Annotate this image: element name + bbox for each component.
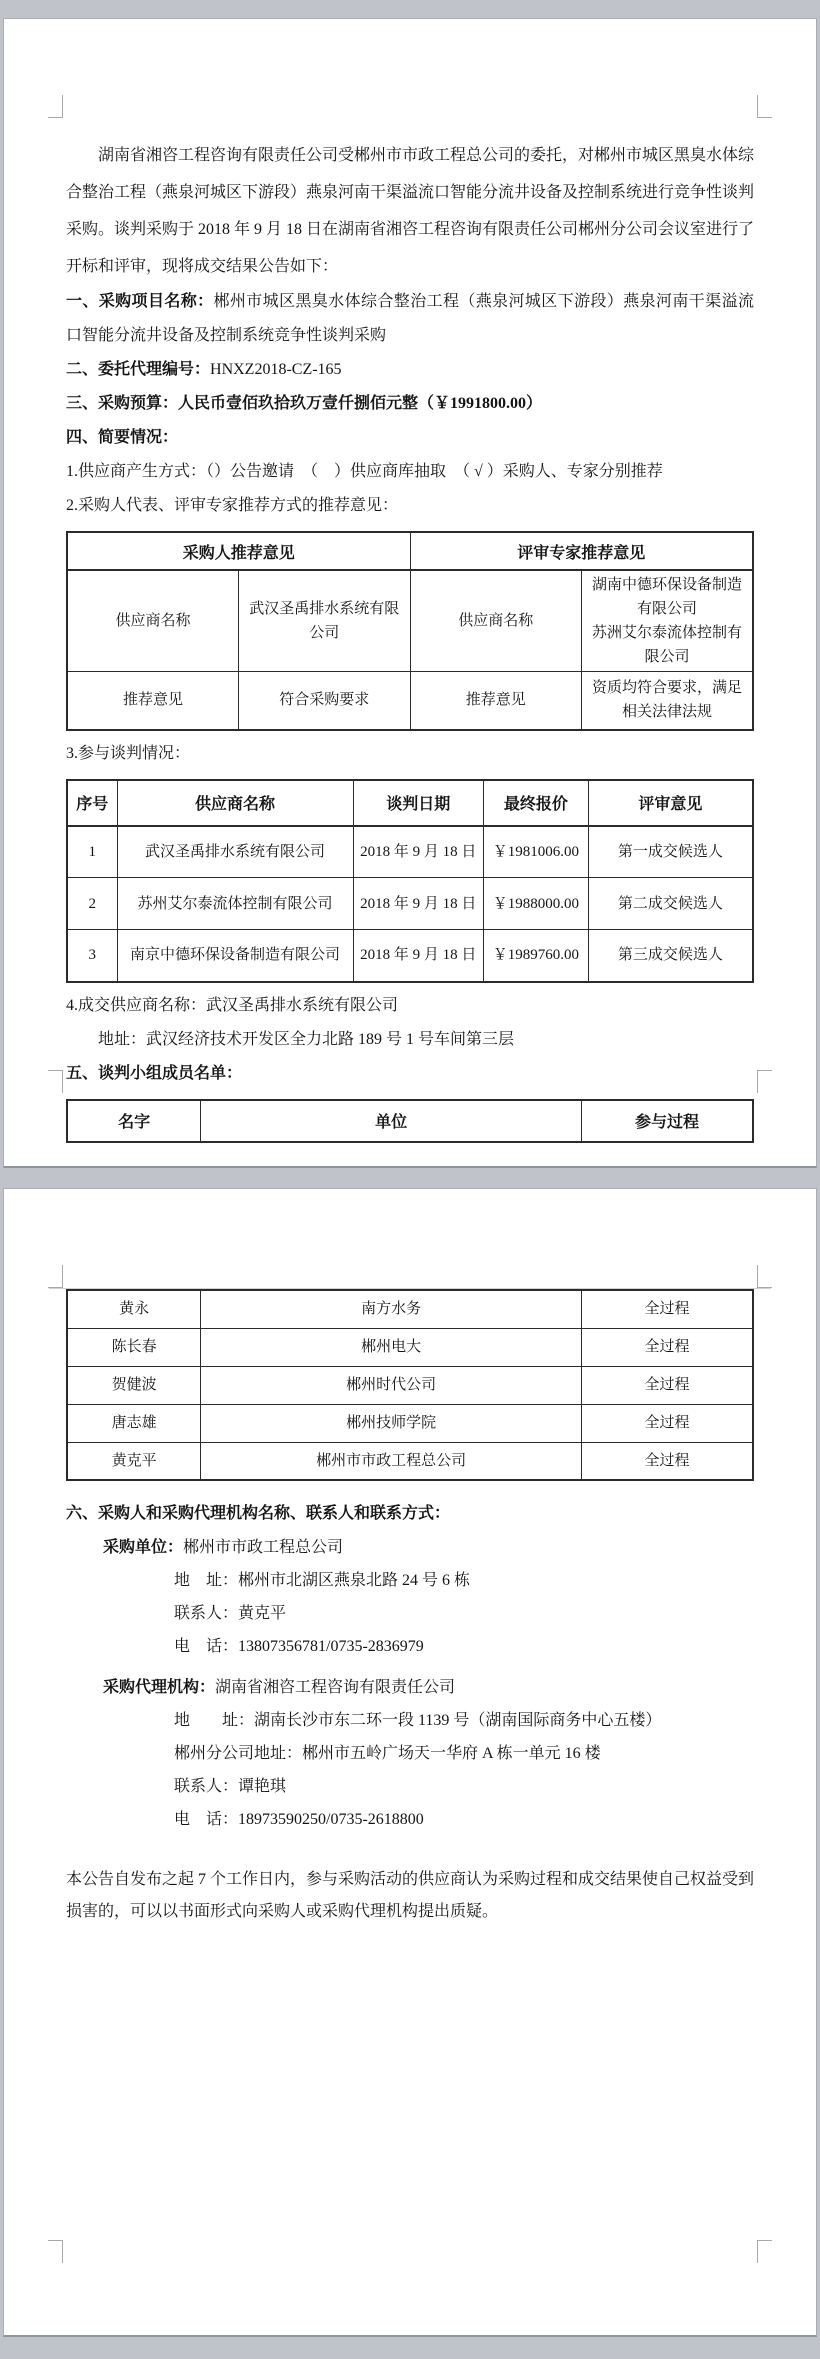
- cell-date: 2018 年 9 月 18 日: [353, 878, 483, 930]
- header-negotiation-date: 谈判日期: [353, 780, 483, 826]
- header-participation: 参与过程: [581, 1100, 753, 1142]
- agency-address: 地 址：湖南长沙市东二环一段 1139 号（湖南国际商务中心五楼）: [174, 1712, 662, 1729]
- supplier-right-line-1: 湖南中德环保设备制造有限公司: [591, 577, 742, 617]
- cell-opinion: 第二成交候选人: [588, 878, 753, 930]
- sub-item-1-supplier-source: 1.供应商产生方式：（）公告邀请 （ ）供应商库抽取 （ √ ）采购人、专家分别推荐: [66, 463, 663, 480]
- purchaser-name: 郴州市市政工程总公司: [183, 1539, 344, 1556]
- panel-table-header-row: [67, 1100, 753, 1142]
- agency-phone: 电 话：18973590250/0735-2618800: [174, 1811, 424, 1828]
- margin-mark-bottom-right: [757, 2240, 772, 2263]
- agency-block: [66, 1671, 754, 1836]
- cell-member-org: 郴州电大: [201, 1328, 582, 1366]
- cell-member-org: 郴州时代公司: [201, 1366, 582, 1404]
- cell-opinion: 第三成交候选人: [588, 930, 753, 982]
- agency-name: 湖南省湘咨工程咨询有限责任公司: [215, 1679, 456, 1696]
- cell-member-org: 南方水务: [201, 1290, 582, 1328]
- cell-member-participation: 全过程: [581, 1404, 753, 1442]
- negotiation-table-header-row: [67, 780, 753, 826]
- cell-opinion: 第一成交候选人: [588, 826, 753, 878]
- margin-mark-bottom-right: [757, 1070, 772, 1093]
- section-2-label: 二、委托代理编号：: [66, 361, 211, 378]
- section-5-panel-list: [66, 1057, 754, 1091]
- section-3-text: 人民币壹佰玖拾玖万壹仟捌佰元整（￥1991800.00）: [178, 395, 543, 412]
- cell-supplier-name-label-right: 供应商名称: [410, 570, 582, 672]
- cell-member-name: 唐志雄: [67, 1404, 201, 1442]
- margin-mark-top-left: [48, 95, 63, 118]
- cell-supplier: 武汉圣禹排水系统有限公司: [117, 826, 353, 878]
- agency-name-line: [66, 1671, 754, 1704]
- section-3-budget: [66, 387, 754, 421]
- cell-supplier-names-right: [582, 570, 754, 672]
- cell-member-name: 黄克平: [67, 1442, 201, 1480]
- margin-mark-bottom-left: [48, 2240, 63, 2263]
- table-row: [67, 1366, 753, 1404]
- sub-item-3-negotiation: 3.参与谈判情况：: [66, 744, 191, 762]
- table-row: [67, 570, 753, 672]
- table-row: [67, 1328, 753, 1366]
- cell-opinion-label-right: 推荐意见: [410, 672, 582, 730]
- cell-seq: 3: [67, 930, 117, 982]
- table-row: [67, 1404, 753, 1442]
- panel-table-header: [66, 1099, 754, 1143]
- cell-seq: 2: [67, 878, 117, 930]
- cell-supplier-name-label-left: 供应商名称: [67, 570, 239, 672]
- section-1-text: 郴州市城区黑臭水体综合整治工程（燕泉河城区下游段）燕泉河南干渠溢流口智能分流井设备及控制系统竞争性谈判采购: [66, 293, 754, 344]
- intro-paragraph: 湖南省湘咨工程咨询有限责任公司受郴州市市政工程总公司的委托，对郴州市城区黑臭水体综合整治工程（燕泉河城区下游段）燕泉河南干渠溢流口智能分流井设备及控制系统进行竞争性谈判采购。谈判采购于 2018 年 9 月 18 日在湖南省湘咨工程咨询有限责任公司郴州分公司会议室进行了开标和评审，现将成交结果公告如下：: [66, 147, 755, 275]
- cell-member-org: 郴州技师学院: [201, 1404, 582, 1442]
- text-boundary-line: [49, 1288, 771, 1289]
- cell-price: ￥1981006.00: [483, 826, 588, 878]
- header-seq: 序号: [67, 780, 117, 826]
- header-name: 名字: [67, 1100, 201, 1142]
- table-row: [67, 1290, 753, 1328]
- section-2-text: HNXZ2018-CZ-165: [210, 361, 342, 378]
- sub-item-2-recommendation: 2.采购人代表、评审专家推荐方式的推荐意见：: [66, 497, 399, 514]
- cell-supplier-name-left: 武汉圣禹排水系统有限公司: [239, 570, 411, 672]
- agency-label: 采购代理机构：: [103, 1679, 216, 1696]
- table-row: [67, 672, 753, 730]
- section-3-label: 三、采购预算：: [66, 395, 179, 412]
- agency-contact-person: 联系人：谭艳琪: [174, 1778, 287, 1795]
- recommendation-table-header-row: [67, 532, 753, 570]
- margin-mark-top-left: [48, 1265, 63, 1288]
- cell-price: ￥1989760.00: [483, 930, 588, 982]
- cell-seq: 1: [67, 826, 117, 878]
- purchaser-contact-person: 联系人：黄克平: [174, 1605, 287, 1622]
- recommendation-table: [66, 531, 754, 731]
- margin-mark-bottom-left: [48, 1070, 63, 1093]
- winning-supplier-address: 地址：武汉经济技术开发区全力北路 189 号 1 号车间第三层: [98, 1030, 515, 1048]
- supplier-right-line-2: 苏洲艾尔泰流体控制有限公司: [591, 625, 742, 665]
- section-1-project-name: [66, 285, 754, 353]
- section-2-agency-number: [66, 353, 754, 387]
- header-organization: 单位: [201, 1100, 582, 1142]
- table-row: [67, 878, 753, 930]
- cell-member-name: 陈长春: [67, 1328, 201, 1366]
- cell-supplier: 苏州艾尔泰流体控制有限公司: [117, 878, 353, 930]
- header-expert-recommendation: 评审专家推荐意见: [410, 532, 753, 570]
- cell-member-org: 郴州市市政工程总公司: [201, 1442, 582, 1480]
- page-1: [3, 18, 817, 1168]
- cell-date: 2018 年 9 月 18 日: [353, 826, 483, 878]
- cell-member-participation: 全过程: [581, 1366, 753, 1404]
- cell-price: ￥1988000.00: [483, 878, 588, 930]
- agency-branch-address: 郴州分公司地址：郴州市五岭广场天一华府 A 栋一单元 16 楼: [174, 1745, 601, 1762]
- section-4-label: 四、简要情况：: [66, 429, 179, 446]
- page-2: [3, 1188, 817, 2337]
- cell-date: 2018 年 9 月 18 日: [353, 930, 483, 982]
- section-6-contacts-heading: 六、采购人和采购代理机构名称、联系人和联系方式：: [66, 1505, 451, 1522]
- cell-member-participation: 全过程: [581, 1442, 753, 1480]
- table-row: [67, 826, 753, 878]
- purchaser-address: 地 址：郴州市北湖区燕泉北路 24 号 6 栋: [174, 1572, 471, 1589]
- negotiation-table: [66, 779, 754, 983]
- section-4-brief: [66, 421, 754, 455]
- cell-member-name: 贺健波: [67, 1366, 201, 1404]
- cell-opinion-right: 资质均符合要求，满足相关法律法规: [582, 672, 754, 730]
- margin-mark-top-right: [757, 95, 772, 118]
- header-purchaser-recommendation: 采购人推荐意见: [67, 532, 410, 570]
- section-1-label: 一、采购项目名称：: [66, 293, 214, 310]
- table-row: [67, 1442, 753, 1480]
- section-5-label: 五、谈判小组成员名单：: [66, 1064, 243, 1082]
- page-2-content: [4, 1189, 816, 1928]
- header-final-price: 最终报价: [483, 780, 588, 826]
- header-review-opinion: 评审意见: [588, 780, 753, 826]
- header-supplier-name: 供应商名称: [117, 780, 353, 826]
- cell-member-name: 黄永: [67, 1290, 201, 1328]
- cell-member-participation: 全过程: [581, 1290, 753, 1328]
- sub-item-4-winning-supplier: 4.成交供应商名称：武汉圣禹排水系统有限公司: [66, 996, 399, 1014]
- page-1-content: [4, 19, 816, 1143]
- cell-opinion-label-left: 推荐意见: [67, 672, 239, 730]
- purchaser-label: 采购单位：: [103, 1539, 184, 1556]
- margin-mark-top-right: [757, 1265, 772, 1288]
- panel-table-continued: [66, 1289, 754, 1481]
- cell-member-participation: 全过程: [581, 1328, 753, 1366]
- purchaser-name-line: [66, 1531, 754, 1564]
- purchaser-block: [66, 1531, 754, 1663]
- cell-supplier: 南京中德环保设备制造有限公司: [117, 930, 353, 982]
- cell-opinion-left: 符合采购要求: [239, 672, 411, 730]
- challenge-notice: 本公告自发布之起 7 个工作日内，参与采购活动的供应商认为采购过程和成交结果使自己权益受到损害的，可以以书面形式向采购人或采购代理机构提出质疑。: [66, 1871, 755, 1920]
- table-row: [67, 930, 753, 982]
- purchaser-phone: 电 话：13807356781/0735-2836979: [174, 1638, 424, 1655]
